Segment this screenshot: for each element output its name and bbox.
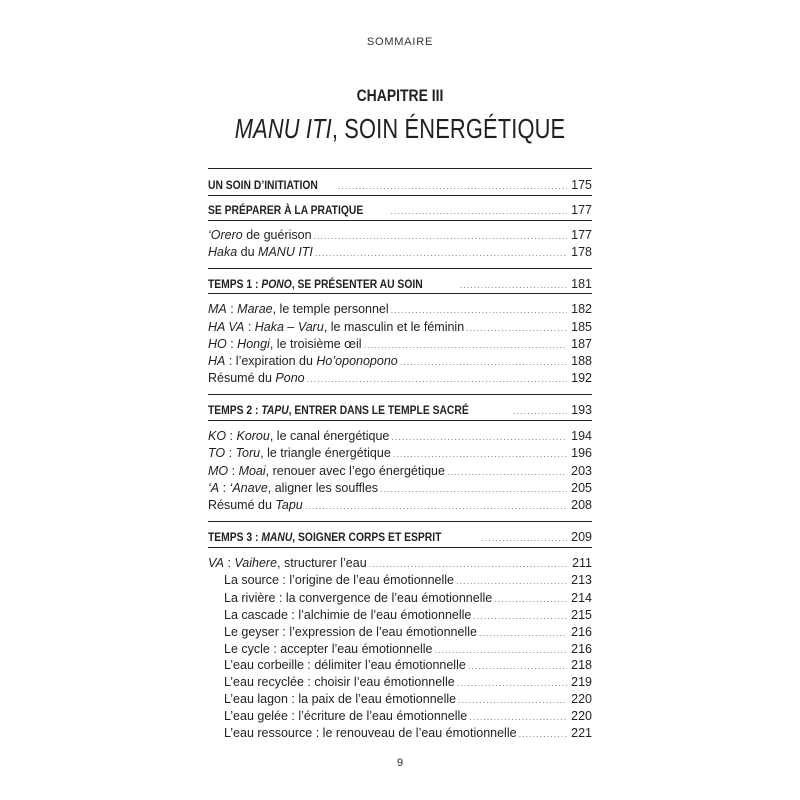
toc-entry-title: [208, 528, 441, 546]
toc-section-heading[interactable]: [208, 201, 592, 219]
chapter-label: CHAPITRE III: [356, 86, 444, 105]
section-rule: [208, 547, 592, 548]
toc-title-fragment: , aligner les souffles: [267, 481, 379, 495]
toc-section-heading[interactable]: [208, 528, 592, 546]
toc-title-fragment: HO: [208, 337, 227, 351]
toc-entry-title: [224, 673, 455, 691]
toc-entry-title: [208, 427, 389, 445]
page-number: 9: [396, 757, 404, 769]
dot-leader: [305, 497, 567, 515]
toc-title-fragment: KO: [208, 429, 227, 443]
section-rule: [208, 195, 592, 196]
toc-title-fragment: :: [228, 464, 239, 478]
toc-page-number: 188: [571, 354, 592, 368]
toc-entry[interactable]: [224, 623, 592, 641]
toc-title-fragment: TO: [208, 446, 226, 460]
toc-entry[interactable]: [224, 724, 592, 742]
chapter-title-rest: , SOIN ÉNERGÉTIQUE: [331, 113, 566, 144]
toc-title-fragment: MANU ITI: [258, 245, 313, 259]
toc-entry[interactable]: [224, 690, 592, 708]
toc-entry[interactable]: [208, 496, 592, 514]
toc-title-fragment: L’eau recyclée : choisir l’eau émotionnelle: [224, 675, 455, 689]
toc-page-number: 181: [571, 277, 592, 291]
toc-entry-title: [208, 335, 362, 353]
toc-entry[interactable]: [208, 226, 592, 244]
toc-entry-title: [208, 318, 464, 336]
toc-title-fragment: ‘Orero: [208, 228, 243, 242]
toc-title-fragment: du: [237, 245, 259, 259]
toc-entry-title: [208, 554, 367, 572]
toc-page-number: 193: [571, 403, 592, 417]
toc-entry-title: [208, 444, 391, 462]
toc-page-number: 182: [571, 302, 592, 316]
toc-title-fragment: TEMPS 1 :: [208, 277, 262, 291]
toc-page-number: 203: [571, 464, 592, 478]
toc-title-fragment: Vaihere: [234, 556, 278, 570]
toc-title-fragment: , le troisième œil: [269, 337, 362, 351]
toc-entry[interactable]: [208, 243, 592, 261]
toc-entry[interactable]: [208, 369, 592, 387]
toc-entry-title: [224, 623, 477, 641]
dot-leader: [338, 177, 567, 195]
toc-entry-title: [208, 496, 303, 514]
dot-leader: [390, 202, 567, 220]
section-rule: [208, 521, 592, 522]
toc-title-fragment: :: [226, 337, 238, 351]
toc-page-number: 215: [571, 608, 592, 622]
toc-title-fragment: MO: [208, 464, 229, 478]
toc-entry-title: [224, 707, 467, 725]
toc-title-fragment: , structurer l’eau: [277, 556, 367, 570]
toc-title-fragment: :: [225, 446, 236, 460]
toc-title-fragment: UN SOIN D’INITIATION: [208, 178, 318, 192]
toc-entry-title: [208, 243, 313, 261]
toc-page-number: 194: [571, 429, 592, 443]
toc-page-number: 196: [571, 446, 592, 460]
running-head: SOMMAIRE: [366, 36, 434, 48]
toc-title-fragment: , le masculin et le féminin: [323, 320, 465, 334]
toc-title-fragment: , le triangle énergétique: [260, 446, 391, 460]
toc-entry-title: [208, 176, 318, 194]
toc-title-fragment: VA: [208, 556, 224, 570]
toc-entry-title: [208, 369, 305, 387]
toc-page-number: 208: [571, 498, 592, 512]
toc-entry-title: [208, 300, 389, 318]
toc-title-fragment: Toru: [235, 446, 261, 460]
toc-title-fragment: , SE PRÉSENTER AU SOIN: [291, 277, 423, 291]
toc-page-number: 218: [571, 658, 592, 672]
toc-title-fragment: , le canal énergétique: [269, 429, 390, 443]
section-rule: [208, 420, 592, 421]
toc-title-fragment: , renouer avec l’ego énergétique: [265, 464, 445, 478]
toc-page-number: 214: [571, 591, 592, 605]
toc-entry-title: [208, 275, 423, 293]
toc-title-fragment: HA VA: [208, 320, 245, 334]
toc-title-fragment: de guérison: [242, 228, 312, 242]
toc-title-fragment: :: [219, 481, 230, 495]
toc-entry[interactable]: [208, 444, 592, 462]
dot-leader: [315, 244, 567, 262]
toc-title-fragment: MA: [208, 302, 227, 316]
toc-title-fragment: La rivière : la convergence de l’eau émotionnelle: [224, 591, 493, 605]
toc-page-number: 220: [571, 692, 592, 706]
toc-entry-title: [224, 656, 466, 674]
toc-title-fragment: HA: [208, 354, 226, 368]
dot-leader: [456, 572, 567, 590]
toc-entry[interactable]: [208, 300, 592, 318]
dot-leader: [391, 301, 567, 319]
toc-title-fragment: L’eau gelée : l’écriture de l’eau émotionnelle: [224, 709, 468, 723]
toc-entry-title: [224, 690, 456, 708]
toc-entry-title: [224, 724, 517, 742]
toc-entry[interactable]: [224, 673, 592, 691]
toc-page-number: 205: [571, 481, 592, 495]
toc-title-fragment: :: [224, 556, 235, 570]
toc-section-heading[interactable]: [208, 401, 592, 419]
toc-title-fragment: Résumé du: [208, 498, 276, 512]
toc-page-number: 220: [571, 709, 592, 723]
toc-entry-title: [224, 571, 454, 589]
toc-title-fragment: TAPU: [261, 403, 289, 417]
toc-entry[interactable]: [224, 707, 592, 725]
toc-title-fragment: SE PRÉPARER À LA PRATIQUE: [208, 203, 364, 217]
section-rule: [208, 394, 592, 395]
toc-page-number: 192: [571, 371, 592, 385]
dot-leader: [307, 370, 568, 388]
dot-leader: [393, 445, 567, 463]
toc-entry-title: [224, 589, 492, 607]
chapter-title-italic: MANU ITI: [234, 113, 332, 144]
toc-entry-title: [208, 462, 445, 480]
toc-page-number: 219: [571, 675, 592, 689]
toc-entry[interactable]: [208, 318, 592, 336]
toc-entry-title: [208, 352, 398, 370]
dot-leader: [460, 276, 568, 294]
toc-title-fragment: MANU: [261, 530, 293, 544]
toc-title-fragment: , ENTRER DANS LE TEMPLE SACRÉ: [288, 403, 469, 417]
toc-title-fragment: Pono: [275, 371, 305, 385]
toc-title-fragment: Haka – Varu: [254, 320, 324, 334]
toc-page-number: 211: [572, 556, 592, 570]
toc-entry[interactable]: [224, 656, 592, 674]
toc-page-number: 213: [571, 573, 592, 587]
toc-title-fragment: PONO: [261, 277, 292, 291]
toc-entry[interactable]: [208, 352, 592, 370]
toc-page-number: 177: [571, 203, 592, 217]
toc-entry-title: [208, 226, 312, 244]
dot-leader: [519, 725, 568, 743]
toc-title-fragment: : l’expiration du: [225, 354, 317, 368]
toc-title-fragment: Ho’oponopono: [316, 354, 398, 368]
toc-title-fragment: :: [244, 320, 255, 334]
toc-title-fragment: La cascade : l’alchimie de l’eau émotionnelle: [224, 608, 472, 622]
toc-page-number: 221: [571, 726, 592, 740]
toc-section-heading[interactable]: [208, 176, 592, 194]
section-rule: [208, 268, 592, 269]
toc-entry-title: [208, 201, 363, 219]
toc-entry[interactable]: [208, 554, 592, 572]
toc-entry-title: [224, 606, 471, 624]
toc-page-number: 177: [571, 228, 592, 242]
toc-title-fragment: Le cycle : accepter l’eau émotionnelle: [224, 642, 433, 656]
toc-title-fragment: La source : l’origine de l’eau émotionnelle: [224, 573, 455, 587]
toc-entry[interactable]: [208, 479, 592, 497]
toc-entry[interactable]: [224, 606, 592, 624]
toc-entry[interactable]: [208, 427, 592, 445]
toc-entry-title: [208, 401, 469, 419]
toc-title-fragment: Marae: [237, 302, 273, 316]
dot-leader: [513, 402, 567, 420]
toc-page-number: 175: [571, 178, 592, 192]
toc-title-fragment: Résumé du: [208, 371, 276, 385]
section-rule: [208, 168, 592, 169]
toc-title-fragment: ‘A: [208, 481, 220, 495]
toc-title-fragment: TEMPS 3 :: [208, 530, 262, 544]
toc-page-number: 216: [571, 642, 592, 656]
toc-title-fragment: Moai: [238, 464, 266, 478]
toc-title-fragment: Haka: [208, 245, 238, 259]
toc-section-heading[interactable]: [208, 275, 592, 293]
toc-title-fragment: TEMPS 2 :: [208, 403, 262, 417]
toc-title-fragment: , SOIGNER CORPS ET ESPRIT: [292, 530, 442, 544]
chapter-title: [88, 113, 712, 145]
toc-entry[interactable]: [208, 335, 592, 353]
toc-title-fragment: :: [226, 429, 237, 443]
toc-page-number: 209: [571, 530, 592, 544]
toc-title-fragment: :: [226, 302, 238, 316]
toc-title-fragment: Hongi: [237, 337, 270, 351]
toc-title-fragment: Korou: [236, 429, 270, 443]
dot-leader: [481, 529, 567, 547]
toc-entry[interactable]: [208, 462, 592, 480]
toc-title-fragment: Tapu: [275, 498, 303, 512]
toc-title-fragment: Le geyser : l’expression de l’eau émotionnelle: [224, 625, 477, 639]
toc-entry[interactable]: [224, 589, 592, 607]
toc-title-fragment: L’eau ressource : le renouveau de l’eau émotionnelle: [224, 726, 517, 740]
toc-title-fragment: L’eau corbeille : délimiter l’eau émotionnelle: [224, 658, 466, 672]
toc-page-number: 187: [571, 337, 592, 351]
toc-entry[interactable]: [224, 571, 592, 589]
section-rule: [208, 220, 592, 221]
toc-page-number: 178: [571, 245, 592, 259]
toc-entry-title: [208, 479, 378, 497]
toc-title-fragment: L’eau lagon : la paix de l’eau émotionnelle: [224, 692, 457, 706]
toc-page-number: 216: [571, 625, 592, 639]
toc-title-fragment: ‘Anave: [229, 481, 268, 495]
toc-title-fragment: , le temple personnel: [272, 302, 389, 316]
toc-page-number: 185: [571, 320, 592, 334]
